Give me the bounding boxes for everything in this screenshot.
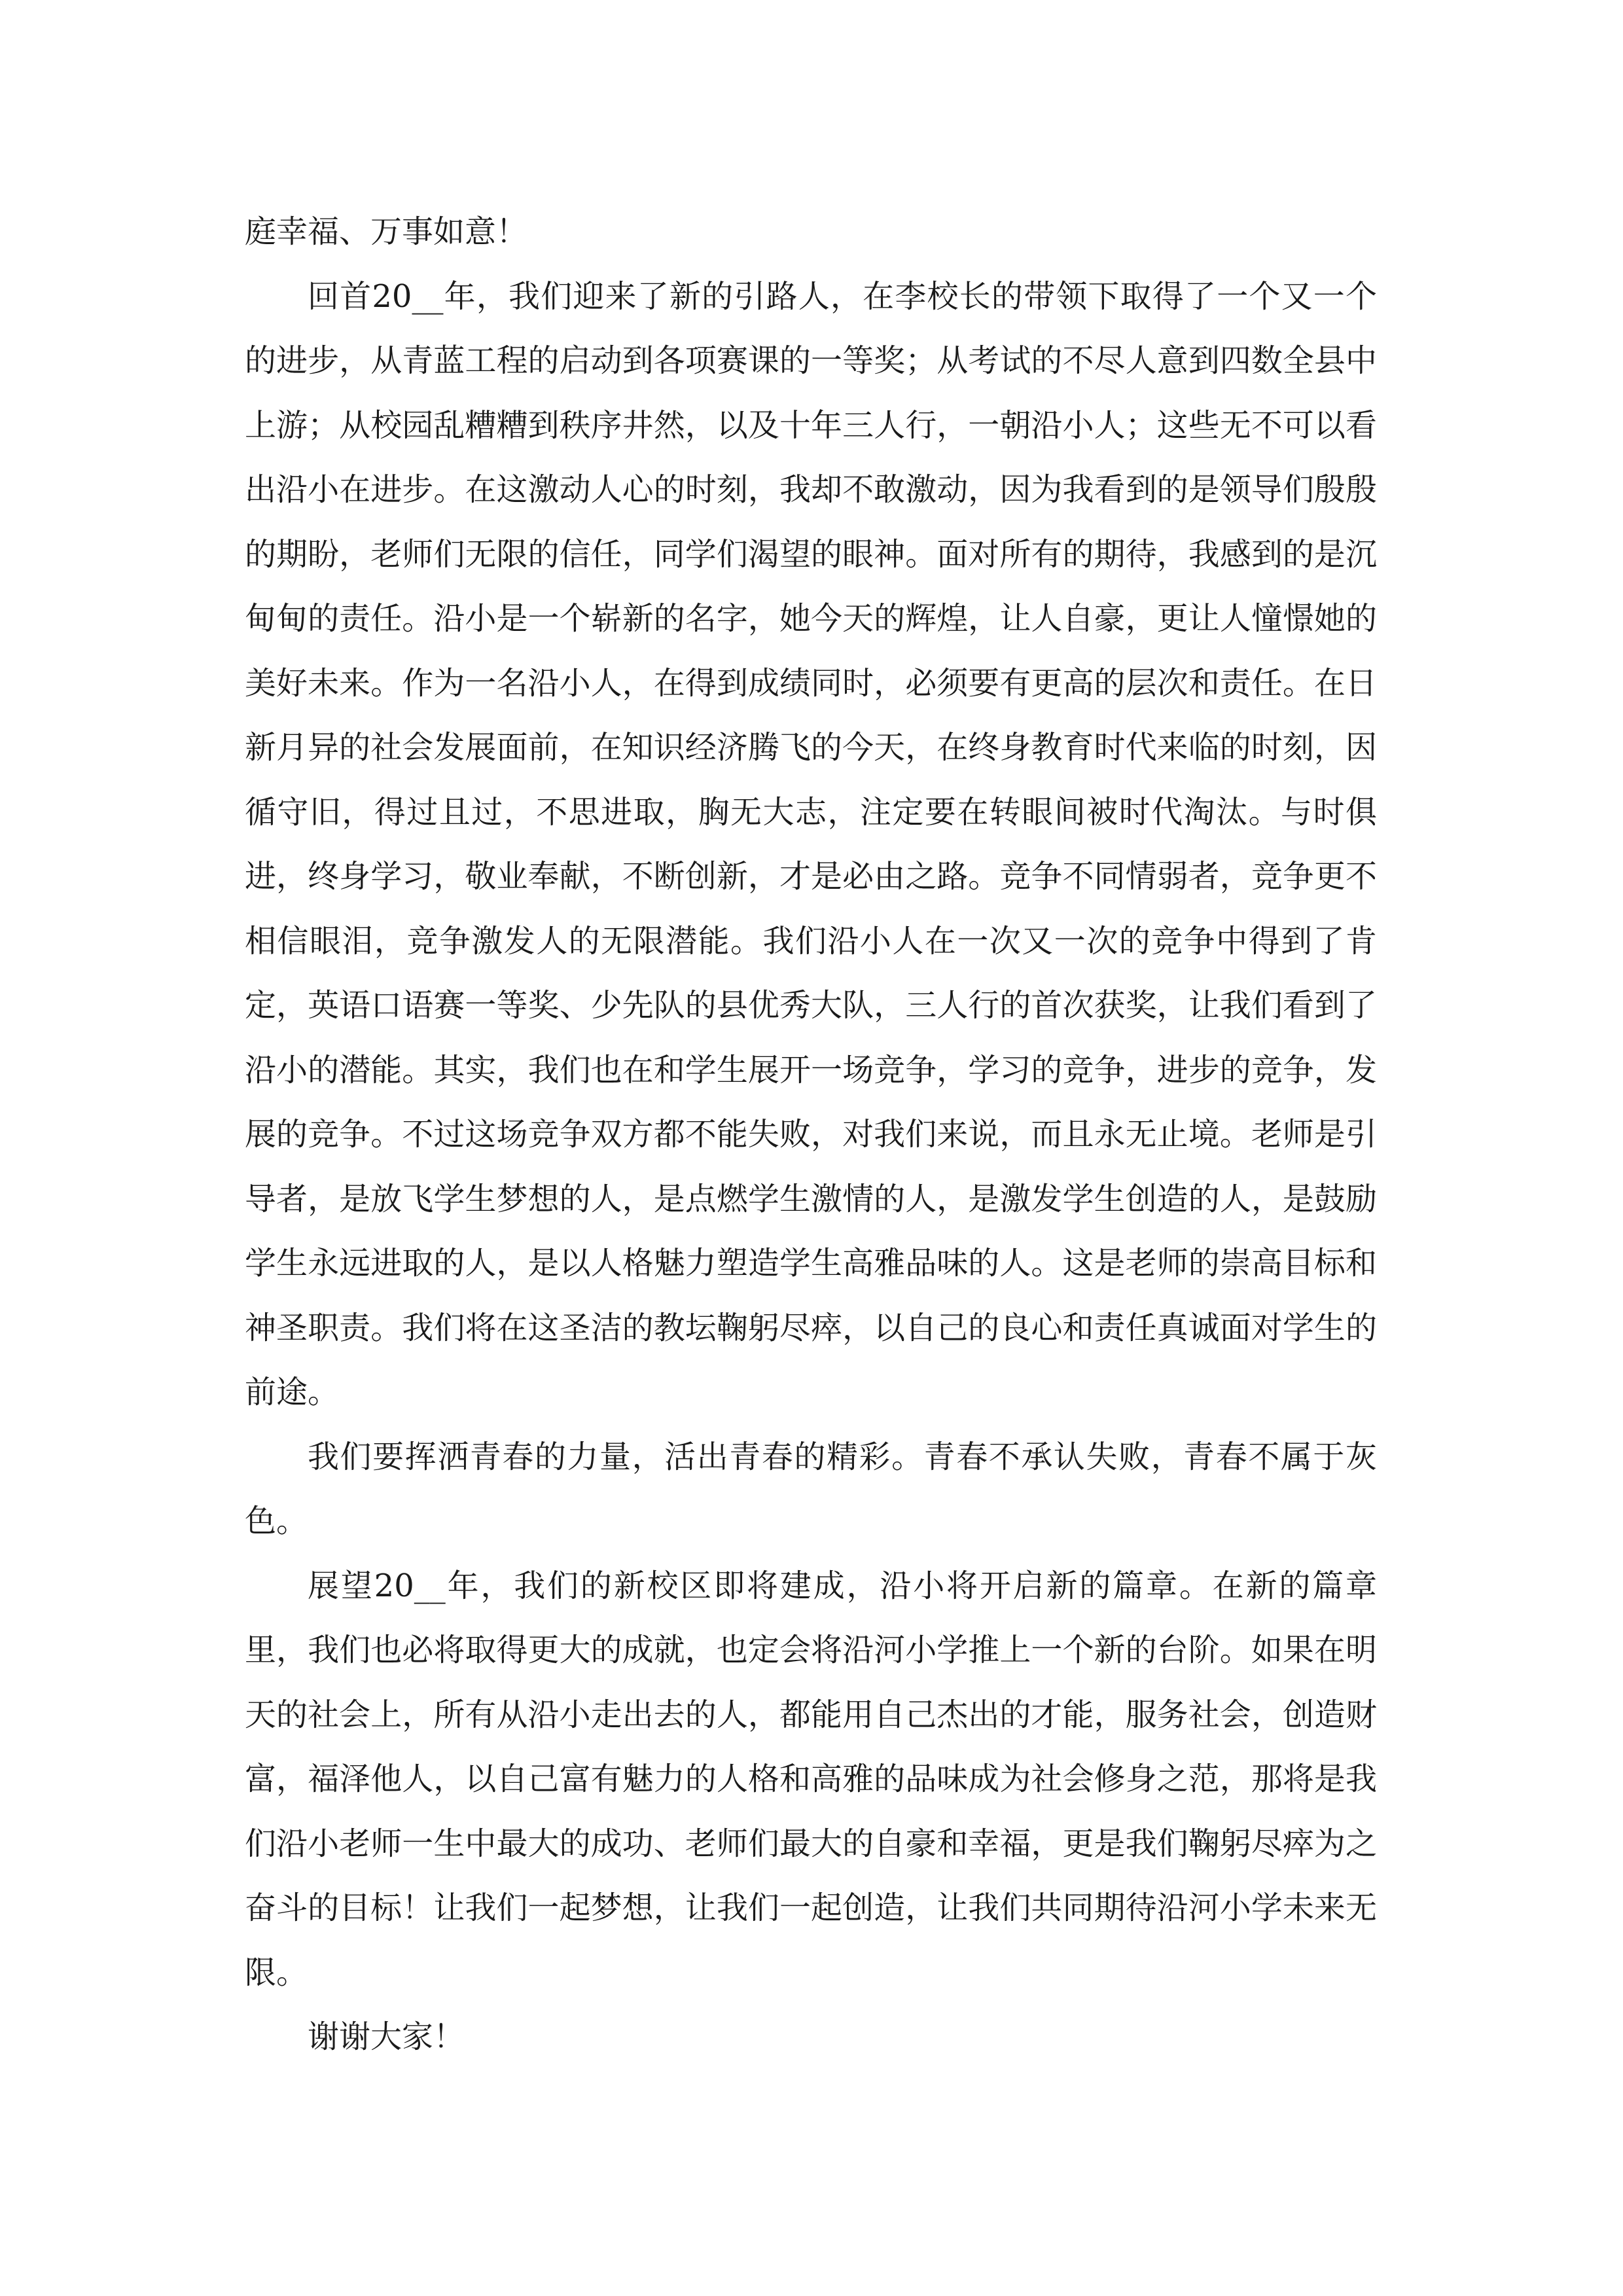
document-body <box>245 200 1377 2070</box>
paragraph-review: 回首20__年，我们迎来了新的引路人，在李校长的带领下取得了一个又一个的进步，从青蓝工程的启动到各项赛课的一等奖；从考试的不尽人意到四数全县中上游；从校园乱糟糟到秩序井然，以及十年三人行，一朝沿小人；这些无不可以看出沿小在进步。在这激动人心的时刻，我却不敢激动，因为我看到的是领导们殷殷的期盼，老师们无限的信任，同学们渴望的眼神。面对所有的期待，我感到的是沉甸甸的责任。沿小是一个崭新的名字，她今天的辉煌，让人自豪，更让人憧憬她的美好未来。作为一名沿小人，在得到成绩同时，必须要有更高的层次和责任。在日新月异的社会发展面前，在知识经济腾飞的今天，在终身教育时代来临的时刻，因循守旧，得过且过，不思进取，胸无大志，注定要在转眼间被时代淘汰。与时俱进，终身学习，敬业奉献，不断创新，才是必由之路。竞争不同情弱者，竞争更不相信眼泪，竞争激发人的无限潜能。我们沿小人在一次又一次的竞争中得到了肯定，英语口语赛一等奖、少先队的县优秀大队，三人行的首次获奖，让我们看到了沿小的潜能。其实，我们也在和学生展开一场竞争，学习的竞争，进步的竞争，发展的竞争。不过这场竞争双方都不能失败，对我们来说，而且永无止境。老师是引导者，是放飞学生梦想的人，是点燃学生激情的人，是激发学生创造的人，是鼓励学生永远进取的人，是以人格魅力塑造学生高雅品味的人。这是老师的崇高目标和神圣职责。我们将在这圣洁的教坛鞠躬尽瘁，以自己的良心和责任真诚面对学生的前途。 <box>245 278 1377 1410</box>
paragraph-continuation: 庭幸福、万事如意！ <box>245 213 528 250</box>
paragraph-thanks: 谢谢大家！ <box>308 2018 465 2055</box>
paragraph-outlook: 展望20__年，我们的新校区即将建成，沿小将开启新的篇章。在新的篇章里，我们也必将取得更大的成就，也定会将沿河小学推上一个新的台阶。如果在明天的社会上，所有从沿小走出去的人，都能用自己杰出的才能，服务社会，创造财富，福泽他人，以自己富有魅力的人格和高雅的品味成为社会修身之范，那将是我们沿小老师一生中最大的成功、老师们最大的自豪和幸福，更是我们鞠躬尽瘁为之奋斗的目标！让我们一起梦想，让我们一起创造，让我们共同期待沿河小学未来无限。 <box>245 1567 1377 1991</box>
paragraph-youth: 我们要挥洒青春的力量，活出青春的精彩。青春不承认失败，青春不属于灰色。 <box>245 1438 1377 1539</box>
